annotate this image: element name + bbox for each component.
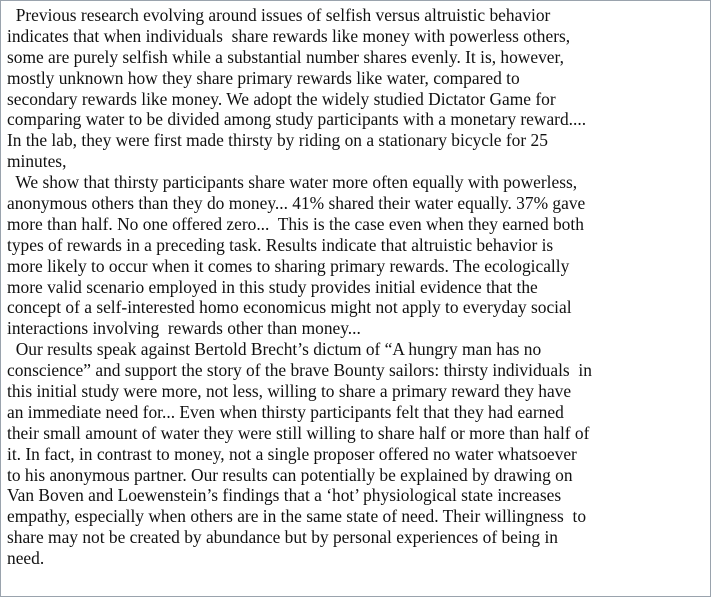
text-line: need. xyxy=(7,548,45,569)
text-line: Previous research evolving around issues of selfish versus altruistic behavior xyxy=(7,5,551,25)
text-line: mostly unknown how they share primary rewards like water, compared to xyxy=(7,67,520,88)
text-line: more than half. No one offered zero... This is the case even when they earned both xyxy=(7,213,584,234)
text-line: comparing water to be divided among study participants with a monetary reward.... xyxy=(7,109,587,130)
text-line: concept of a self-interested homo economicus might not apply to everyday social xyxy=(7,297,572,318)
text-line: this initial study were more, not less, willing to share a primary reward they have xyxy=(7,381,572,402)
text-line: Van Boven and Loewenstein’s findings that a ‘hot’ physiological state increases xyxy=(7,485,562,506)
text-line: more likely to occur when it comes to sharing primary rewards. The ecologically xyxy=(7,255,570,276)
text-line: In the lab, they were first made thirsty by riding on a stationary bicycle for 25 xyxy=(7,130,548,151)
text-line: minutes, xyxy=(7,151,67,172)
text-line: indicates that when individuals share rewards like money with powerless others, xyxy=(7,25,571,46)
text-line: anonymous others than they do money... 41% shared their water equally. 37% gave xyxy=(7,193,586,214)
text-line: Our results speak against Bertold Brecht’s dictum of “A hungry man has no xyxy=(7,339,542,360)
text-line: more valid scenario employed in this study provides initial evidence that the xyxy=(7,276,538,297)
text-line: it. In fact, in contrast to money, not a single proposer offered no water whatsoever xyxy=(7,443,577,464)
text-line: their small amount of water they were still willing to share half or more than half of xyxy=(7,422,590,443)
document-body-text[interactable] xyxy=(7,5,707,569)
text-line: some are purely selfish while a substantial number shares evenly. It is, however, xyxy=(7,46,564,67)
text-line: interactions involving rewards other than money... xyxy=(7,318,361,339)
text-line: conscience” and support the story of the brave Bounty sailors: thirsty individuals in xyxy=(7,360,592,381)
text-line: to his anonymous partner. Our results can potentially be explained by drawing on xyxy=(7,464,573,485)
text-line: types of rewards in a preceding task. Results indicate that altruistic behavior is xyxy=(7,234,554,255)
text-line: secondary rewards like money. We adopt the widely studied Dictator Game for xyxy=(7,88,556,109)
text-line: an immediate need for... Even when thirsty participants felt that they had earned xyxy=(7,401,564,422)
text-line: share may not be created by abundance but by personal experiences of being in xyxy=(7,527,558,548)
text-line: empathy, especially when others are in the same state of need. Their willingness to xyxy=(7,506,587,527)
text-line: We show that thirsty participants share water more often equally with powerless, xyxy=(7,172,578,193)
